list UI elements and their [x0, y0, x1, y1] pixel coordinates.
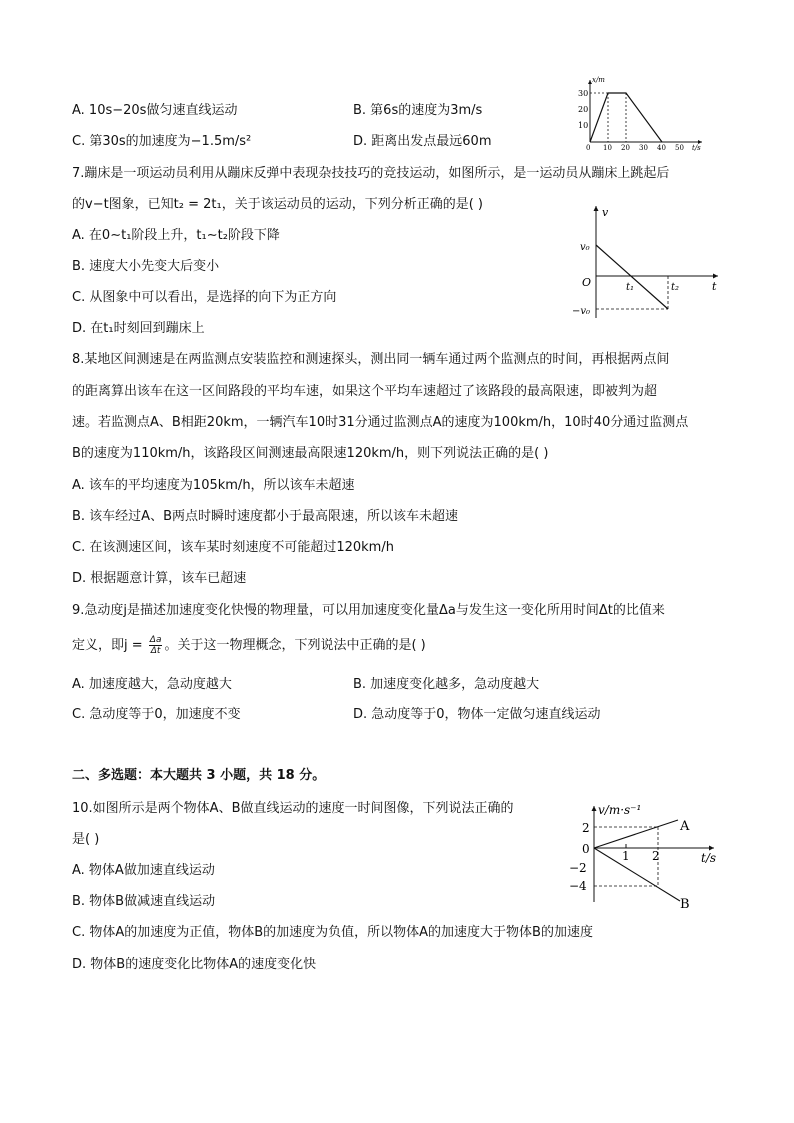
q6-y-label: x/m — [592, 76, 605, 84]
q9-option-b: B. 加速度变化越多，急动度越大 — [353, 677, 540, 692]
q8-option-d: D. 根据题意计算，该车已超速 — [72, 571, 247, 586]
q6-xt-graph — [574, 74, 706, 152]
q10-ytick-0: 0 — [582, 842, 590, 856]
q10-option-d: D. 物体B的速度变化比物体A的速度变化快 — [72, 957, 317, 972]
q9-line2-prefix: 定义，即j = — [72, 638, 143, 653]
q10-v-label: v/m·s⁻¹ — [598, 803, 642, 817]
q7-option-c: C. 从图象中可以看出，是选择的向下为正方向 — [72, 290, 337, 305]
q6-xtick-40: 40 — [657, 144, 666, 152]
q9-option-d: D. 急动度等于0，物体一定做匀速直线运动 — [353, 707, 601, 722]
q6-option-a: A. 10s−20s做匀速直线运动 — [72, 103, 238, 118]
q10-ytick-neg2: −2 — [569, 861, 587, 875]
q10-option-b: B. 物体B做减速直线运动 — [72, 894, 216, 909]
q10-ytick-neg4: −4 — [569, 879, 587, 893]
q10-xtick-1: 1 — [622, 849, 630, 863]
q6-xtick-0: 0 — [586, 144, 591, 152]
q9-option-c: C. 急动度等于0，加速度不变 — [72, 707, 241, 722]
q10-option-c: C. 物体A的加速度为正值，物体B的加速度为负值，所以物体A的加速度大于物体B的加速度 — [72, 925, 593, 940]
q10-label-a: A — [680, 819, 690, 834]
q7-origin: O — [582, 276, 592, 289]
q6-x-label: t/s — [692, 144, 701, 152]
q8-stem-line3: 速。若监测点A、B相距20km，一辆汽车10时31分通过监测点A的速度为100km/h，10时40分通过监测点 — [72, 415, 689, 430]
q7-t1-label: t₁ — [626, 282, 635, 293]
q10-xtick-2: 2 — [652, 849, 660, 863]
q7-option-d: D. 在t₁时刻回到蹦床上 — [72, 321, 205, 336]
q7-neg-v0-label: −v₀ — [572, 306, 591, 317]
q7-v-label: v — [602, 206, 609, 219]
q8-stem-line4: B的速度为110km/h，该路段区间测速最高限速120km/h，则下列说法正确的是( ) — [72, 446, 549, 461]
q10-ytick-2: 2 — [582, 821, 590, 835]
q8-stem-line1: 8.某地区间测速是在两监测点安装监控和测速探头，测出同一辆车通过两个监测点的时间，再根据两点间 — [72, 352, 670, 367]
q7-stem-line1: 7.蹦床是一项运动员利用从蹦床反弹中表现杂技技巧的竞技运动，如图所示，是一运动员从蹦床上跳起后 — [72, 166, 670, 181]
q7-option-b: B. 速度大小先变大后变小 — [72, 259, 220, 274]
q6-option-c: C. 第30s的加速度为−1.5m/s² — [72, 134, 252, 149]
q8-option-b: B. 该车经过A、B两点时瞬时速度都小于最高限速，所以该车未超速 — [72, 509, 458, 524]
q7-vt-graph — [568, 200, 724, 324]
q9-fraction — [149, 635, 163, 656]
q9-line2-suffix: 。关于这一物理概念，下列说法中正确的是( ) — [164, 638, 426, 653]
q7-t-label: t — [712, 280, 717, 293]
q6-xtick-50: 50 — [675, 144, 684, 152]
q10-stem-line1: 10.如图所示是两个物体A、B做直线运动的速度一时间图像，下列说法正确的 — [72, 801, 514, 816]
q10-vt-graph — [566, 798, 726, 912]
q9-frac-den: Δt — [150, 646, 161, 656]
q8-option-a: A. 该车的平均速度为105km/h，所以该车未超速 — [72, 478, 355, 493]
q9-frac-num: Δa — [149, 635, 162, 645]
q8-stem-line2: 的距离算出该车在这一区间路段的平均车速，如果这个平均车速超过了该路段的最高限速，即被判为超 — [72, 384, 658, 399]
q8-option-c: C. 在该测速区间，该车某时刻速度不可能超过120km/h — [72, 540, 394, 555]
q7-stem-line2: 的v−t图象，已知t₂ = 2t₁，关于该运动员的运动，下列分析正确的是( ) — [72, 197, 484, 212]
q10-option-a: A. 物体A做加速直线运动 — [72, 863, 215, 878]
q6-ytick-20: 20 — [578, 105, 589, 114]
q7-v0-label: v₀ — [580, 242, 590, 253]
q6-ytick-10: 10 — [578, 121, 589, 130]
q10-label-b: B — [680, 897, 690, 912]
q6-ytick-30: 30 — [578, 89, 589, 98]
q7-option-a: A. 在0∼t₁阶段上升，t₁∼t₂阶段下降 — [72, 228, 280, 243]
q10-t-label: t/s — [701, 851, 717, 865]
q6-xtick-10: 10 — [603, 144, 612, 152]
q7-t2-label: t₂ — [671, 282, 680, 293]
q6-xtick-30: 30 — [639, 144, 648, 152]
q9-stem-line2 — [72, 632, 426, 660]
q6-option-d: D. 距离出发点最远60m — [353, 134, 492, 149]
q6-option-b: B. 第6s的速度为3m/s — [353, 103, 483, 118]
section-heading-multiple-choice: 二、多选题：本大题共 3 小题，共 18 分。 — [72, 768, 326, 783]
q9-option-a: A. 加速度越大，急动度越大 — [72, 677, 232, 692]
q10-stem-line2: 是( ) — [72, 832, 100, 847]
q6-xtick-20: 20 — [621, 144, 630, 152]
q9-stem-line1: 9.急动度j是描述加速度变化快慢的物理量，可以用加速度变化量Δa与发生这一变化所用时间Δt的比值来 — [72, 603, 665, 618]
